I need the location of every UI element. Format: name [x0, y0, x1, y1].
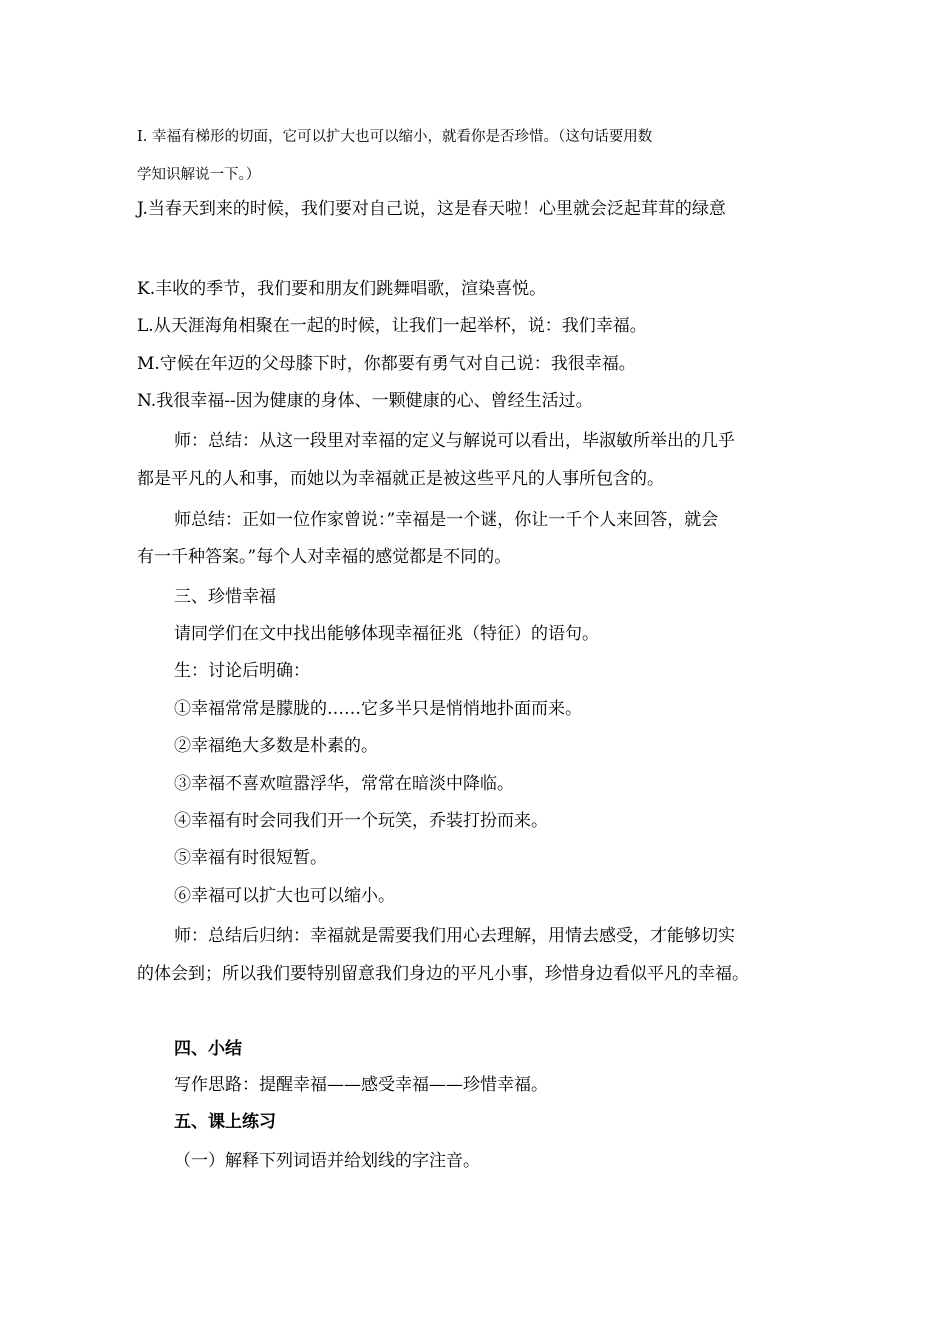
section3-point-1: ①幸福常常是朦胧的……它多半只是悄悄地扑面而来。 — [174, 699, 582, 719]
section3-prompt: 请同学们在文中找出能够体现幸福征兆（特征）的语句。 — [174, 624, 599, 644]
summary1-line2: 都是平凡的人和事，而她以为幸福就正是被这些平凡的人事所包含的。 — [137, 469, 664, 489]
summary1-line1: 师：总结：从这一段里对幸福的定义与解说可以看出，毕淑敏所举出的几乎 — [174, 431, 735, 451]
summary3-line2: 的体会到；所以我们要特别留意我们身边的平凡小事，珍惜身边看似平凡的幸福。 — [137, 964, 749, 984]
section3-answer-intro: 生：讨论后明确： — [174, 661, 310, 681]
section4-text: 写作思路：提醒幸福——感受幸福——珍惜幸福。 — [174, 1075, 548, 1095]
section4-title: 四、小结 — [174, 1039, 242, 1059]
summary3-line1: 师：总结后归纳：幸福就是需要我们用心去理解，用情去感受，才能够切实 — [174, 926, 735, 946]
item-n: N.我很幸福--因为健康的身体、一颗健康的心、曾经生活过。 — [137, 391, 593, 411]
section3-point-6: ⑥幸福可以扩大也可以缩小。 — [174, 886, 395, 906]
section3-point-5: ⑤幸福有时很短暂。 — [174, 848, 327, 868]
item-m: M.守候在年迈的父母膝下时，你都要有勇气对自己说：我很幸福。 — [137, 354, 636, 374]
item-j: J.当春天到来的时候，我们要对自己说，这是春天啦！心里就会泛起茸茸的绿意 — [137, 199, 726, 219]
section5-item: （一）解释下列词语并给划线的字注音。 — [174, 1151, 480, 1171]
summary2-line2: 有一千种答案。”每个人对幸福的感觉都是不同的。 — [137, 547, 512, 567]
item-i-line1: I. 幸福有梯形的切面，它可以扩大也可以缩小，就看你是否珍惜。（这句话要用数 — [137, 129, 653, 145]
section3-point-4: ④幸福有时会同我们开一个玩笑，乔装打扮而来。 — [174, 811, 548, 831]
item-k: K.丰收的季节，我们要和朋友们跳舞唱歌，渲染喜悦。 — [137, 279, 547, 299]
summary2-line1: 师总结：正如一位作家曾说：”幸福是一个谜，你让一千个人来回答，就会 — [174, 510, 719, 530]
item-l: L.从天涯海角相聚在一起的时候，让我们一起举杯，说：我们幸福。 — [137, 316, 647, 336]
section5-title: 五、课上练习 — [174, 1112, 276, 1132]
section3-title: 三、珍惜幸福 — [174, 587, 276, 607]
section3-point-3: ③幸福不喜欢喧嚣浮华，常常在暗淡中降临。 — [174, 774, 514, 794]
section3-point-2: ②幸福绝大多数是朴素的。 — [174, 736, 378, 756]
item-i-line2: 学知识解说一下。） — [137, 167, 261, 183]
